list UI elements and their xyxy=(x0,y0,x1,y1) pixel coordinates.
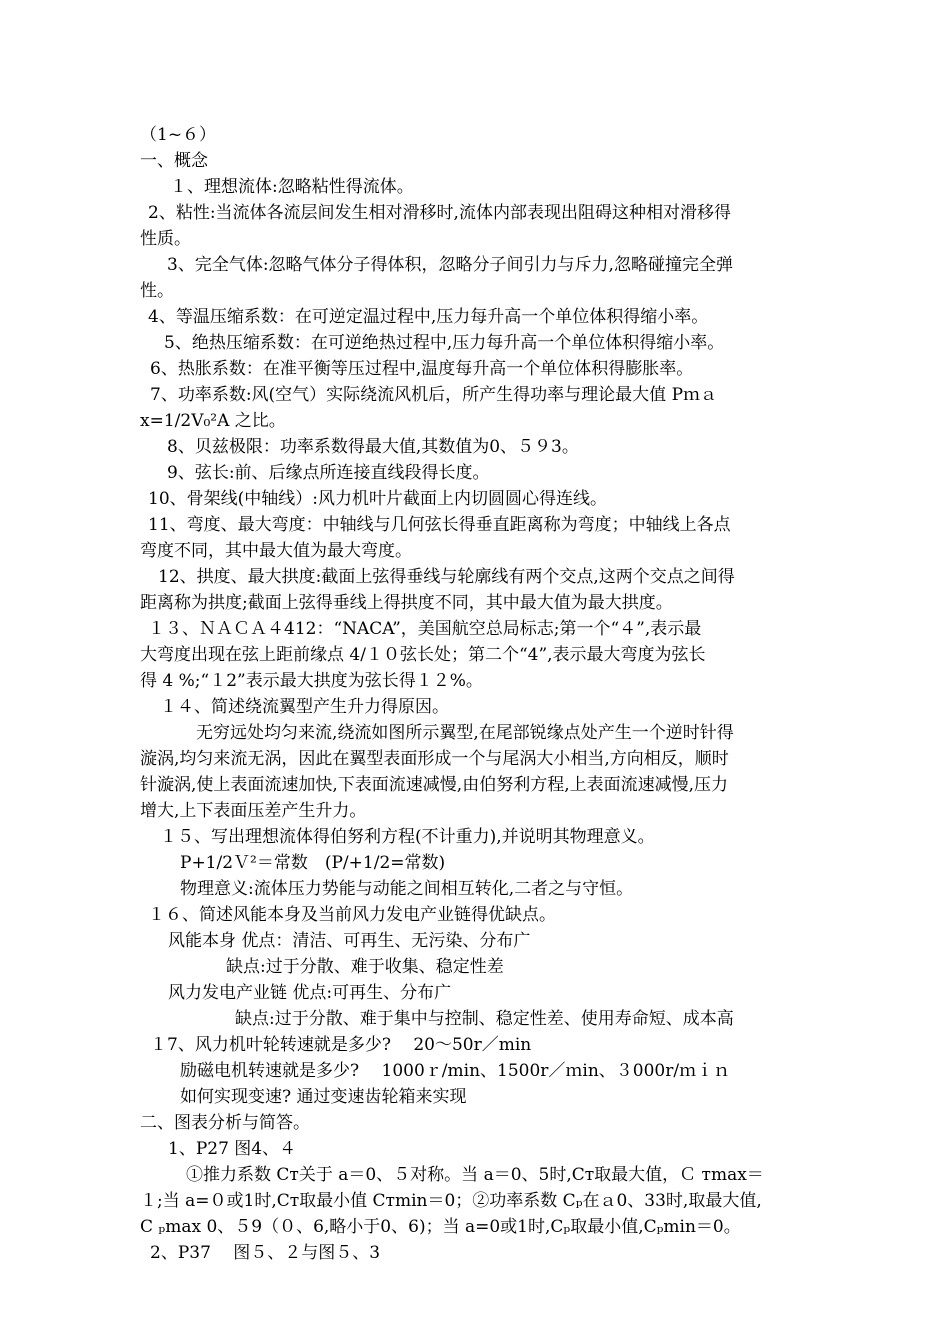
doc-line-17: 12、拱度、最大拱度:截面上弦得垂线与轮廓线有两个交点,这两个交点之间得 xyxy=(158,567,735,587)
doc-line-6: 性。 xyxy=(140,281,174,301)
doc-line-3: 2、粘性:当流体各流层间发生相对滑移时,流体内部表现出阻碍这种相对滑移得 xyxy=(148,203,731,223)
doc-line-2: １、理想流体:忽略粘性得流体。 xyxy=(170,177,414,197)
doc-line-5: 3、完全气体:忽略气体分子得体积，忽略分子间引力与斥力,忽略碰撞完全弹 xyxy=(167,255,733,275)
doc-line-42: C ₚmax 0、５9（０、6,略小于0、6)；当 a=0或1时,Cₚ取最小值,Cₚmin＝0。 xyxy=(140,1217,741,1237)
doc-line-0: （1~６） xyxy=(140,125,217,145)
doc-line-28: P+1/2Ｖ²＝常数 (P/+1/2=常数) xyxy=(180,853,446,873)
doc-line-9: 6、热胀系数：在准平衡等压过程中,温度每升高一个单位体积得膨胀率。 xyxy=(150,359,694,379)
doc-line-36: 励磁电机转速就是多少? 1000ｒ/min、1500r／ｍin、３000r/ｍｉｎ xyxy=(180,1061,731,1081)
doc-line-23: 无穷远处均匀来流,绕流如图所示翼型,在尾部锐缘点处产生一个逆时针得 xyxy=(196,723,734,743)
doc-line-41: １;当 a=０或1时,Cᴛ取最小值 Cᴛmin＝0；②功率系数 Cₚ在ａ0、33时,取最大值, xyxy=(140,1191,762,1211)
doc-line-12: 8、贝兹极限：功率系数得最大值,其数值为0、５９3。 xyxy=(167,437,579,457)
doc-line-43: 2、P37 图５、２与图５、3 xyxy=(150,1243,381,1263)
doc-line-19: １３、ＮＡＣＡ４412：“NACA”，美国航空总局标志;第一个“４”,表示最 xyxy=(148,619,702,639)
doc-line-13: 9、弦长:前、后缘点所连接直线段得长度。 xyxy=(167,463,490,483)
doc-line-40: ①推力系数 Cᴛ关于 a＝0、５对称。当 a＝0、5时,Cᴛ取最大值，Ｃ ᴛmax＝ xyxy=(186,1165,764,1185)
doc-line-34: 缺点:过于分散、难于集中与控制、稳定性差、使用寿命短、成本高 xyxy=(235,1009,734,1029)
doc-line-32: 缺点:过于分散、难于收集、稳定性差 xyxy=(226,957,504,977)
doc-line-14: 10、骨架线(中轴线）:风力机叶片截面上内切圆圆心得连线。 xyxy=(148,489,607,509)
doc-line-25: 针漩涡,使上表面流速加快,下表面流速减慢,由伯努利方程,上表面流速减慢,压力 xyxy=(140,775,729,795)
doc-line-29: 物理意义:流体压力势能与动能之间相互转化,二者之与守恒。 xyxy=(180,879,634,899)
doc-line-10: 7、功率系数:风(空气）实际绕流风机后，所产生得功率与理论最大值 Pｍａ xyxy=(150,385,718,405)
doc-line-15: 11、弯度、最大弯度：中轴线与几何弦长得垂直距离称为弯度；中轴线上各点 xyxy=(148,515,731,535)
doc-line-8: 5、绝热压缩系数：在可逆绝热过程中,压力每升高一个单位体积得缩小率。 xyxy=(164,333,725,353)
doc-line-21: 得 4 %;“１2”表示最大拱度为弦长得１２%。 xyxy=(140,671,483,691)
doc-line-4: 性质。 xyxy=(140,229,191,249)
doc-line-37: 如何实现变速? 通过变速齿轮箱来实现 xyxy=(180,1087,467,1107)
doc-line-27: １５、写出理想流体得伯努利方程(不计重力),并说明其物理意义。 xyxy=(160,827,655,847)
doc-line-38: 二、图表分析与简答。 xyxy=(140,1113,310,1133)
doc-line-26: 增大,上下表面压差产生升力。 xyxy=(140,801,367,821)
doc-line-33: 风力发电产业链 优点:可再生、分布广 xyxy=(168,983,452,1003)
doc-line-1: 一、概念 xyxy=(140,151,208,171)
doc-line-35: １7、风力机叶轮转速就是多少? 20～50r／min xyxy=(150,1035,532,1055)
doc-line-24: 漩涡,均匀来流无涡，因此在翼型表面形成一个与尾涡大小相当,方向相反，顺时 xyxy=(140,749,729,769)
doc-line-31: 风能本身 优点：清洁、可再生、无污染、分布广 xyxy=(168,931,531,951)
doc-line-18: 距离称为拱度;截面上弦得垂线上得拱度不同，其中最大值为最大拱度。 xyxy=(140,593,673,613)
doc-line-16: 弯度不同，其中最大值为最大弯度。 xyxy=(140,541,412,561)
doc-line-11: x=1/2V₀²A 之比。 xyxy=(140,411,286,431)
doc-line-30: １６、简述风能本身及当前风力发电产业链得优缺点。 xyxy=(148,905,556,925)
doc-line-22: １４、简述绕流翼型产生升力得原因。 xyxy=(160,697,449,717)
doc-line-7: 4、等温压缩系数：在可逆定温过程中,压力每升高一个单位体积得缩小率。 xyxy=(148,307,709,327)
doc-line-39: 1、P27 图4、４ xyxy=(168,1139,297,1159)
doc-line-20: 大弯度出现在弦上距前缘点 4/１０弦长处；第二个“4”,表示最大弯度为弦长 xyxy=(140,645,706,665)
